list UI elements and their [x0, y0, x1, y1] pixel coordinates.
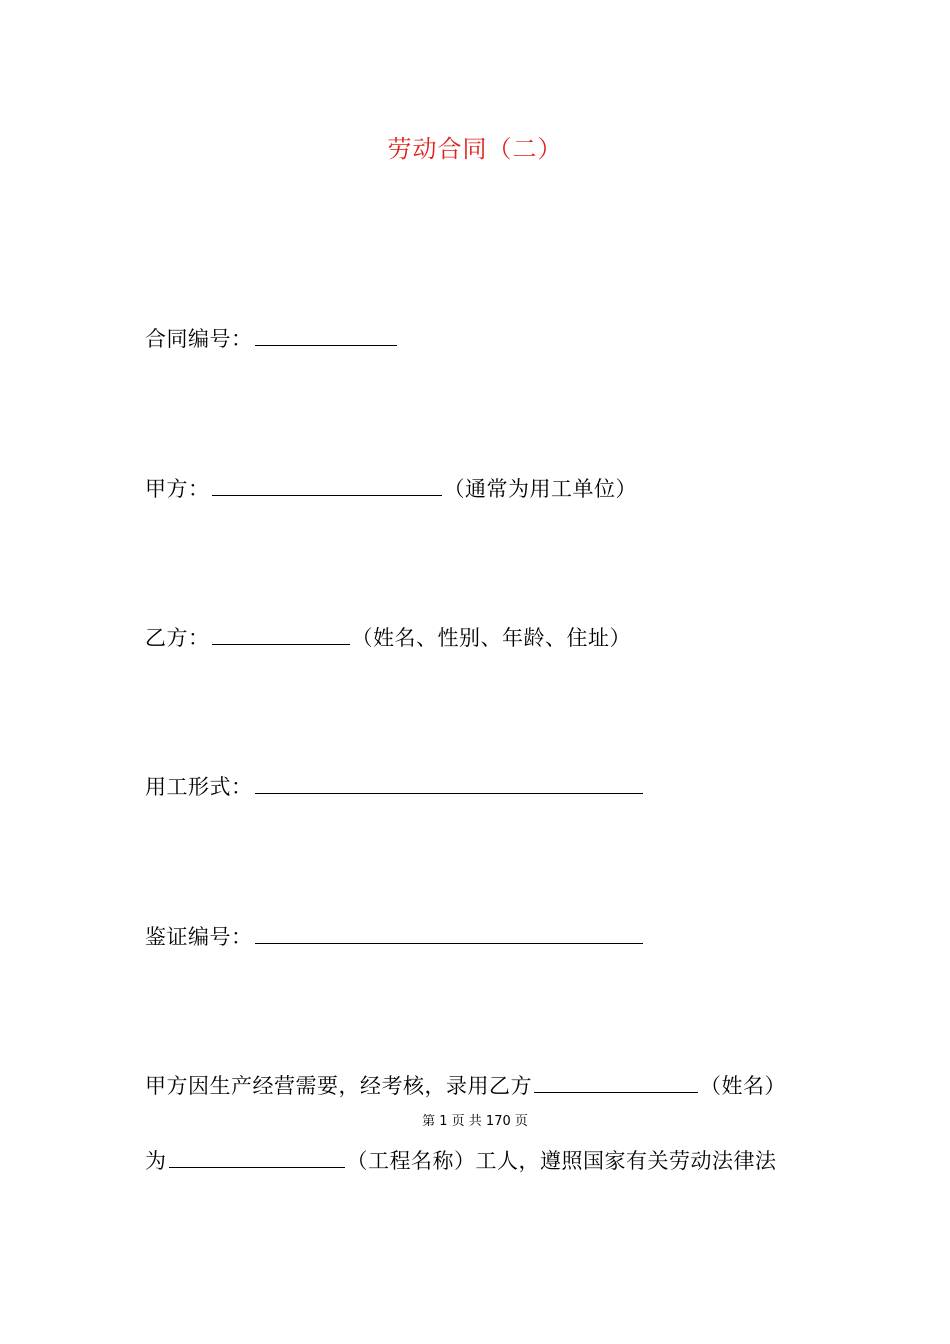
party-a-label: 甲方： [145, 477, 210, 501]
contract-number-label: 合同编号： [145, 327, 253, 351]
employee-name-blank [534, 1072, 698, 1093]
body-line1-suffix: （姓名） [700, 1074, 786, 1098]
body-paragraph-line-2 [145, 1146, 777, 1176]
party-a-note: （通常为用工单位） [443, 477, 637, 501]
employment-form-line [145, 772, 645, 802]
party-a-blank [212, 475, 442, 496]
employment-form-blank [255, 773, 643, 794]
party-b-note: （姓名、性别、年龄、住址） [351, 626, 631, 650]
party-b-line [145, 623, 631, 653]
document-title: 劳动合同（二） [387, 135, 563, 163]
party-b-blank [212, 624, 350, 645]
body-paragraph-line-1 [145, 1071, 786, 1101]
party-a-line [145, 474, 637, 504]
verification-number-label: 鉴证编号： [145, 925, 253, 949]
body-line1-prefix: 甲方因生产经营需要，经考核，录用乙方 [145, 1074, 532, 1098]
party-b-label: 乙方： [145, 626, 210, 650]
page-number: 第 1 页 共 170 页 [422, 1114, 528, 1129]
employment-form-label: 用工形式： [145, 775, 253, 799]
project-name-blank [169, 1147, 345, 1168]
verification-number-blank [255, 923, 643, 944]
verification-number-line [145, 922, 645, 952]
body-line2-prefix: 为 [145, 1149, 167, 1173]
body-line2-suffix: （工程名称）工人，遵照国家有关劳动法律法 [346, 1149, 777, 1173]
contract-number-blank [255, 325, 397, 346]
contract-number-line [145, 324, 399, 354]
